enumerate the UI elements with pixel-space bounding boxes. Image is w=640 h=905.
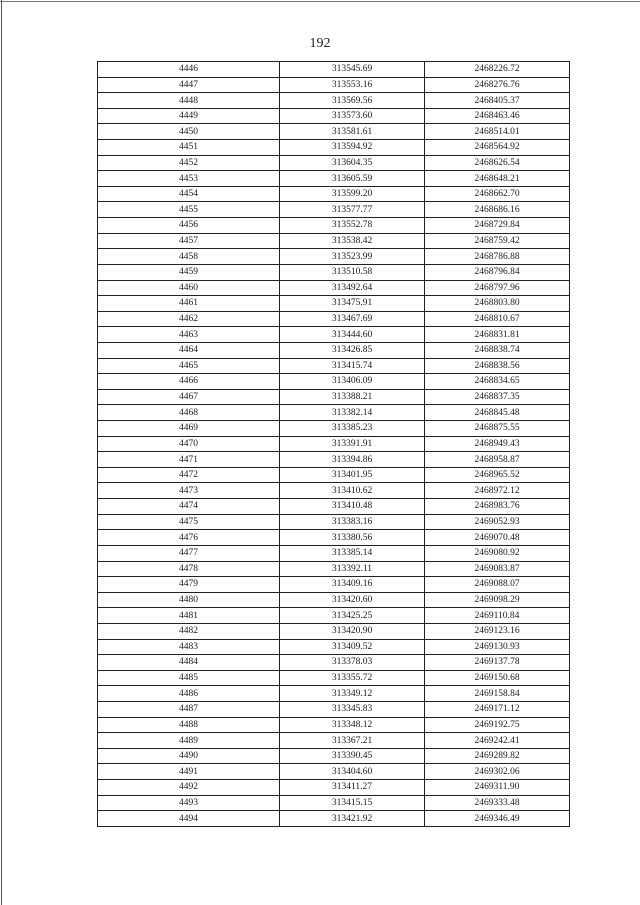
table-row <box>98 405 570 421</box>
x-coordinate-cell: 313401.95 <box>280 467 425 483</box>
x-coordinate-cell: 313604.35 <box>280 155 425 171</box>
table-row <box>98 483 570 499</box>
point-number-cell: 4479 <box>98 577 280 593</box>
table-row <box>98 623 570 639</box>
x-coordinate-cell: 313382.14 <box>280 405 425 421</box>
table-row <box>98 764 570 780</box>
x-coordinate-cell: 313553.16 <box>280 77 425 93</box>
table-row <box>98 358 570 374</box>
point-number-cell: 4484 <box>98 655 280 671</box>
table-row <box>98 155 570 171</box>
point-number-cell: 4467 <box>98 389 280 405</box>
point-number-cell: 4466 <box>98 374 280 390</box>
x-coordinate-cell: 313392.11 <box>280 561 425 577</box>
y-coordinate-cell: 2468662.70 <box>425 186 570 202</box>
point-number-cell: 4460 <box>98 280 280 296</box>
x-coordinate-cell: 313388.21 <box>280 389 425 405</box>
point-number-cell: 4488 <box>98 717 280 733</box>
y-coordinate-cell: 2468463.46 <box>425 108 570 124</box>
table-row <box>98 202 570 218</box>
y-coordinate-cell: 2469080.92 <box>425 545 570 561</box>
table-row <box>98 686 570 702</box>
y-coordinate-cell: 2468837.35 <box>425 389 570 405</box>
y-coordinate-cell: 2468965.52 <box>425 467 570 483</box>
x-coordinate-cell: 313409.16 <box>280 577 425 593</box>
x-coordinate-cell: 313355.72 <box>280 670 425 686</box>
point-number-cell: 4461 <box>98 296 280 312</box>
y-coordinate-cell: 2469070.48 <box>425 530 570 546</box>
point-number-cell: 4468 <box>98 405 280 421</box>
x-coordinate-cell: 313605.59 <box>280 171 425 187</box>
table-row <box>98 327 570 343</box>
x-coordinate-cell: 313426.85 <box>280 342 425 358</box>
y-coordinate-cell: 2469098.29 <box>425 592 570 608</box>
y-coordinate-cell: 2469130.93 <box>425 639 570 655</box>
y-coordinate-cell: 2468803.80 <box>425 296 570 312</box>
y-coordinate-cell: 2469110.84 <box>425 608 570 624</box>
y-coordinate-cell: 2468786.88 <box>425 249 570 265</box>
y-coordinate-cell: 2469158.84 <box>425 686 570 702</box>
x-coordinate-cell: 313391.91 <box>280 436 425 452</box>
x-coordinate-cell: 313410.62 <box>280 483 425 499</box>
table-row <box>98 389 570 405</box>
table-row <box>98 77 570 93</box>
point-number-cell: 4487 <box>98 701 280 717</box>
page-number: 192 <box>309 36 331 51</box>
point-number-cell: 4453 <box>98 171 280 187</box>
point-number-cell: 4494 <box>98 811 280 827</box>
table-row <box>98 171 570 187</box>
x-coordinate-cell: 313415.74 <box>280 358 425 374</box>
table-row <box>98 467 570 483</box>
point-number-cell: 4475 <box>98 514 280 530</box>
x-coordinate-cell: 313385.23 <box>280 421 425 437</box>
table-row <box>98 561 570 577</box>
table-row <box>98 717 570 733</box>
table-row <box>98 342 570 358</box>
x-coordinate-cell: 313378.03 <box>280 655 425 671</box>
point-number-cell: 4446 <box>98 62 280 78</box>
table-row <box>98 93 570 109</box>
point-number-cell: 4476 <box>98 530 280 546</box>
table-row <box>98 655 570 671</box>
y-coordinate-cell: 2468796.84 <box>425 264 570 280</box>
coordinates-table <box>97 61 570 827</box>
y-coordinate-cell: 2468831.81 <box>425 327 570 343</box>
x-coordinate-cell: 313394.86 <box>280 452 425 468</box>
y-coordinate-cell: 2468958.87 <box>425 452 570 468</box>
y-coordinate-cell: 2468875.55 <box>425 421 570 437</box>
x-coordinate-cell: 313444.60 <box>280 327 425 343</box>
table-row <box>98 436 570 452</box>
x-coordinate-cell: 313390.45 <box>280 748 425 764</box>
x-coordinate-cell: 313538.42 <box>280 233 425 249</box>
x-coordinate-cell: 313415.15 <box>280 795 425 811</box>
point-number-cell: 4455 <box>98 202 280 218</box>
table-row <box>98 545 570 561</box>
x-coordinate-cell: 313552.78 <box>280 218 425 234</box>
point-number-cell: 4457 <box>98 233 280 249</box>
y-coordinate-cell: 2469302.06 <box>425 764 570 780</box>
point-number-cell: 4478 <box>98 561 280 577</box>
x-coordinate-cell: 313545.69 <box>280 62 425 78</box>
point-number-cell: 4452 <box>98 155 280 171</box>
y-coordinate-cell: 2469171.12 <box>425 701 570 717</box>
y-coordinate-cell: 2468949.43 <box>425 436 570 452</box>
y-coordinate-cell: 2469192.75 <box>425 717 570 733</box>
y-coordinate-cell: 2468797.96 <box>425 280 570 296</box>
y-coordinate-cell: 2469150.68 <box>425 670 570 686</box>
point-number-cell: 4454 <box>98 186 280 202</box>
x-coordinate-cell: 313349.12 <box>280 686 425 702</box>
table-row <box>98 577 570 593</box>
y-coordinate-cell: 2468514.01 <box>425 124 570 140</box>
table-row <box>98 124 570 140</box>
point-number-cell: 4489 <box>98 733 280 749</box>
y-coordinate-cell: 2468759.42 <box>425 233 570 249</box>
point-number-cell: 4481 <box>98 608 280 624</box>
table-row <box>98 499 570 515</box>
x-coordinate-cell: 313510.58 <box>280 264 425 280</box>
table-row <box>98 186 570 202</box>
y-coordinate-cell: 2468838.74 <box>425 342 570 358</box>
y-coordinate-cell: 2469333.48 <box>425 795 570 811</box>
y-coordinate-cell: 2468972.12 <box>425 483 570 499</box>
y-coordinate-cell: 2468983.76 <box>425 499 570 515</box>
table-row <box>98 62 570 78</box>
x-coordinate-cell: 313573.60 <box>280 108 425 124</box>
point-number-cell: 4456 <box>98 218 280 234</box>
y-coordinate-cell: 2468405.37 <box>425 93 570 109</box>
table-row <box>98 311 570 327</box>
table-row <box>98 296 570 312</box>
x-coordinate-cell: 313581.61 <box>280 124 425 140</box>
y-coordinate-cell: 2469242.41 <box>425 733 570 749</box>
x-coordinate-cell: 313569.56 <box>280 93 425 109</box>
x-coordinate-cell: 313410.48 <box>280 499 425 515</box>
y-coordinate-cell: 2469346.49 <box>425 811 570 827</box>
y-coordinate-cell: 2468810.67 <box>425 311 570 327</box>
x-coordinate-cell: 313420.90 <box>280 623 425 639</box>
table-row <box>98 670 570 686</box>
x-coordinate-cell: 313467.69 <box>280 311 425 327</box>
x-coordinate-cell: 313411.27 <box>280 780 425 796</box>
y-coordinate-cell: 2469052.93 <box>425 514 570 530</box>
x-coordinate-cell: 313421.92 <box>280 811 425 827</box>
point-number-cell: 4470 <box>98 436 280 452</box>
table-row <box>98 530 570 546</box>
x-coordinate-cell: 313345.83 <box>280 701 425 717</box>
x-coordinate-cell: 313425.25 <box>280 608 425 624</box>
table-row <box>98 452 570 468</box>
point-number-cell: 4490 <box>98 748 280 764</box>
point-number-cell: 4472 <box>98 467 280 483</box>
table-row <box>98 218 570 234</box>
scan-edge-left <box>1 0 2 905</box>
x-coordinate-cell: 313348.12 <box>280 717 425 733</box>
point-number-cell: 4493 <box>98 795 280 811</box>
point-number-cell: 4482 <box>98 623 280 639</box>
point-number-cell: 4465 <box>98 358 280 374</box>
table-row <box>98 514 570 530</box>
point-number-cell: 4464 <box>98 342 280 358</box>
y-coordinate-cell: 2468564.92 <box>425 140 570 156</box>
y-coordinate-cell: 2468834.65 <box>425 374 570 390</box>
y-coordinate-cell: 2469088.07 <box>425 577 570 593</box>
point-number-cell: 4491 <box>98 764 280 780</box>
x-coordinate-cell: 313406.09 <box>280 374 425 390</box>
table-row <box>98 592 570 608</box>
x-coordinate-cell: 313409.52 <box>280 639 425 655</box>
y-coordinate-cell: 2469311.90 <box>425 780 570 796</box>
x-coordinate-cell: 313404.60 <box>280 764 425 780</box>
y-coordinate-cell: 2468838.56 <box>425 358 570 374</box>
table-row <box>98 748 570 764</box>
point-number-cell: 4459 <box>98 264 280 280</box>
table-row <box>98 795 570 811</box>
y-coordinate-cell: 2469289.82 <box>425 748 570 764</box>
x-coordinate-cell: 313523.99 <box>280 249 425 265</box>
table-row <box>98 608 570 624</box>
point-number-cell: 4473 <box>98 483 280 499</box>
point-number-cell: 4451 <box>98 140 280 156</box>
x-coordinate-cell: 313385.14 <box>280 545 425 561</box>
table-row <box>98 249 570 265</box>
point-number-cell: 4463 <box>98 327 280 343</box>
point-number-cell: 4486 <box>98 686 280 702</box>
x-coordinate-cell: 313380.56 <box>280 530 425 546</box>
table-row <box>98 280 570 296</box>
table-row <box>98 374 570 390</box>
table-row <box>98 639 570 655</box>
point-number-cell: 4447 <box>98 77 280 93</box>
table-row <box>98 421 570 437</box>
y-coordinate-cell: 2468845.48 <box>425 405 570 421</box>
point-number-cell: 4450 <box>98 124 280 140</box>
x-coordinate-cell: 313475.91 <box>280 296 425 312</box>
y-coordinate-cell: 2468626.54 <box>425 155 570 171</box>
y-coordinate-cell: 2468276.76 <box>425 77 570 93</box>
y-coordinate-cell: 2468648.21 <box>425 171 570 187</box>
scan-edge-top <box>0 1 640 2</box>
y-coordinate-cell: 2469083.87 <box>425 561 570 577</box>
point-number-cell: 4474 <box>98 499 280 515</box>
table-row <box>98 733 570 749</box>
x-coordinate-cell: 313420.60 <box>280 592 425 608</box>
point-number-cell: 4469 <box>98 421 280 437</box>
point-number-cell: 4492 <box>98 780 280 796</box>
point-number-cell: 4480 <box>98 592 280 608</box>
point-number-cell: 4483 <box>98 639 280 655</box>
table-row <box>98 108 570 124</box>
x-coordinate-cell: 313492.64 <box>280 280 425 296</box>
point-number-cell: 4458 <box>98 249 280 265</box>
table-row <box>98 233 570 249</box>
coordinates-table-body <box>98 62 570 827</box>
x-coordinate-cell: 313383.16 <box>280 514 425 530</box>
table-row <box>98 811 570 827</box>
point-number-cell: 4477 <box>98 545 280 561</box>
table-row <box>98 780 570 796</box>
point-number-cell: 4485 <box>98 670 280 686</box>
y-coordinate-cell: 2468226.72 <box>425 62 570 78</box>
y-coordinate-cell: 2469123.16 <box>425 623 570 639</box>
table-row <box>98 264 570 280</box>
point-number-cell: 4448 <box>98 93 280 109</box>
point-number-cell: 4449 <box>98 108 280 124</box>
x-coordinate-cell: 313599.20 <box>280 186 425 202</box>
point-number-cell: 4462 <box>98 311 280 327</box>
point-number-cell: 4471 <box>98 452 280 468</box>
y-coordinate-cell: 2468686.16 <box>425 202 570 218</box>
y-coordinate-cell: 2468729.84 <box>425 218 570 234</box>
x-coordinate-cell: 313577.77 <box>280 202 425 218</box>
y-coordinate-cell: 2469137.78 <box>425 655 570 671</box>
table-row <box>98 140 570 156</box>
x-coordinate-cell: 313367.21 <box>280 733 425 749</box>
x-coordinate-cell: 313594.92 <box>280 140 425 156</box>
table-row <box>98 701 570 717</box>
